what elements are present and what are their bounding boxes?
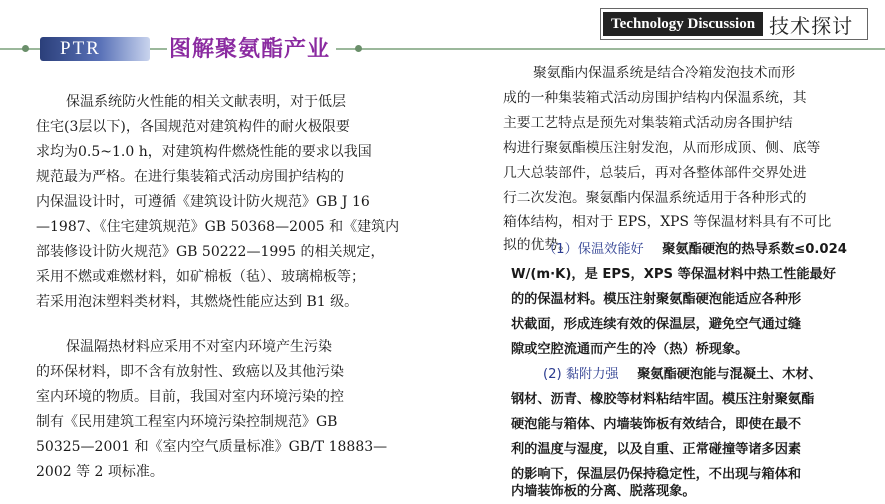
- rule-dot-right: [355, 45, 362, 52]
- item1-line: 隙或空腔流通而产生的冷（热）桥现象。: [511, 342, 749, 357]
- item2-line: 硬泡能与箱体、内墙装饰板有效结合，即使在最不: [511, 417, 802, 432]
- item2-line: 的影响下，保温层仍保持稳定性，不出现与箱体和: [511, 467, 802, 482]
- item1-heading-line: [543, 238, 847, 262]
- left-p1-line: —1987、《住宅建筑规范》GB 50368—2005 和《建筑内: [36, 219, 400, 235]
- right-intro-line: 几大总装部件，总装后，再对各整体部件交界处进: [503, 165, 807, 181]
- left-p2-line: 2002 等 2 项标准。: [36, 464, 164, 480]
- item1-line: 的的保温材料。模压注射聚氨酯硬泡能适应各种形: [511, 292, 802, 307]
- column-tag-english: Technology Discussion: [603, 12, 763, 36]
- left-p2-line: 50325—2001 和《室内空气质量标准》GB/T 18883—: [36, 439, 388, 455]
- right-intro-line: 主要工艺特点是预先对集装箱式活动房各围护结: [503, 115, 793, 131]
- right-intro-line: 聚氨酯内保温系统是结合冷箱发泡技术而形: [533, 65, 796, 81]
- item2-first-line: 聚氨酯硬泡能与混凝土、木材、: [637, 367, 822, 382]
- left-p2-line: 制有《民用建筑工程室内环境污染控制规范》GB: [36, 414, 338, 430]
- left-p1-line: 采用不燃或难燃材料，如矿棉板（毡）、玻璃棉板等；: [36, 269, 365, 285]
- item2-line: 利的温度与湿度，以及自重、正常碰撞等诸多因素: [511, 442, 802, 457]
- left-p1-line: 规范最为严格。在进行集装箱式活动房围护结构的: [36, 169, 344, 185]
- section-code: PTR: [60, 38, 101, 59]
- right-intro-line: 箱体结构，相对于 EPS，XPS 等保温材料具有不可比: [503, 214, 832, 230]
- item2-line: 钢材、沥青、橡胶等材料粘结牢固。模压注射聚氨酯: [511, 392, 815, 407]
- left-p2-line: 室内环境的物质。目前，我国对室内环境污染的控: [36, 389, 344, 405]
- right-intro-line: 行二次发泡。聚氨酯内保温系统适用于各种形式的: [503, 190, 807, 206]
- left-p1-line: 若采用泡沫塑料类材料，其燃烧性能应达到 B1 级。: [36, 294, 359, 310]
- left-p1-line: 住宅(3层以下)，各国规范对建筑构件的耐火极限要: [36, 119, 350, 135]
- left-p1-line: 求均为0.5~1.0 h，对建筑构件燃烧性能的要求以我国: [36, 144, 372, 160]
- item2-line: 内墙装饰板的分离、脱落现象。: [511, 484, 696, 499]
- item2-heading-line: [543, 363, 822, 387]
- rule-dot-left: [22, 45, 29, 52]
- column-tag-chinese: 技术探讨: [769, 13, 854, 38]
- item2-label: (2) 黏附力强: [543, 367, 619, 382]
- left-p2-line: 的环保材料，即不含有放射性、致癌以及其他污染: [36, 364, 344, 380]
- right-intro-line: 拟的优势。: [503, 237, 572, 253]
- item1-line: W/(m·K)，是 EPS，XPS 等保温材料中热工性能最好: [511, 267, 836, 282]
- item1-first-line: 聚氨酯硬泡的热导系数≤0.024: [662, 242, 847, 257]
- section-code-badge: [40, 37, 150, 61]
- right-intro-line: 构进行聚氨酯模压注射发泡，从而形成顶、侧、底等: [503, 140, 821, 156]
- item1-line: 状截面，形成连续有效的保温层，避免空气通过缝: [511, 317, 802, 332]
- right-intro-line: 成的一种集装箱式活动房围护结构内保温系统，其: [503, 90, 807, 106]
- page-title: 图解聚氨酯产业: [167, 32, 336, 64]
- left-p2-line: 保温隔热材料应采用不对室内环境产生污染: [66, 339, 332, 355]
- left-p1-line: 保温系统防火性能的相关文献表明，对于低层: [66, 94, 346, 110]
- column-tag: [600, 8, 868, 40]
- left-p1-line: 内保温设计时，可遵循《建筑设计防火规范》GB J 16: [36, 194, 370, 210]
- left-p1-line: 部装修设计防火规范》GB 50222—1995 的相关规定，: [36, 244, 385, 260]
- item1-label: （1）保温效能好: [543, 242, 644, 257]
